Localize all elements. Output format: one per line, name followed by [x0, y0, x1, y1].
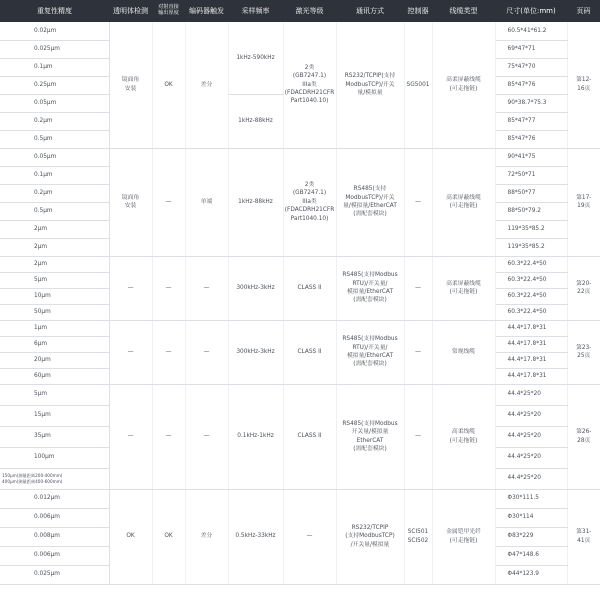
dimension-cell: 44.4*17.8*31 — [495, 320, 567, 336]
laser-class-cell: CLASS II — [283, 256, 336, 320]
dimension-cell: 44.4*25*20 — [495, 405, 567, 426]
dimension-cell: 60.3*22.4*50 — [495, 304, 567, 320]
precision-cell: 0.2μm — [0, 112, 109, 130]
transparent-detection-cell: — — [109, 320, 152, 384]
thickness-output-cell: OK — [152, 22, 185, 148]
header-col-cable: 线缆类型 — [432, 0, 495, 22]
dimension-cell: 44.4*17.8*31 — [495, 368, 567, 384]
encoder-trigger-cell: 差分 — [185, 22, 228, 148]
precision-cell: 5μm — [0, 384, 109, 405]
dimension-cell: 90*41*75 — [495, 148, 567, 166]
laser-class-cell: — — [283, 489, 336, 584]
communication-cell: RS485(支持Modbus 开关量/模拟量 EtherCAT (需配套模块) — [336, 384, 404, 489]
header-col-repeatability: 重复性精度 — [0, 0, 109, 22]
transparent-detection-cell: OK — [109, 489, 152, 584]
precision-cell: 2μm — [0, 238, 109, 256]
transparent-detection-cell: 镜面角 安装 — [109, 22, 152, 148]
dimension-cell: 119*35*85.2 — [495, 238, 567, 256]
header-row — [0, 0, 600, 22]
cable-type-cell: 金属铠甲光纤 (可走拖链) — [432, 489, 495, 584]
page-reference-cell: 第23- 25页 — [567, 320, 600, 384]
header-col-encoder: 编码器触发 — [185, 0, 228, 22]
precision-cell: 0.05μm — [0, 94, 109, 112]
cable-type-cell: 常规线缆 — [432, 320, 495, 384]
precision-cell: 150μm(测量距离200-400mm) 400μm(测量距离400-600mm) — [0, 468, 109, 489]
precision-cell: 0.2μm — [0, 184, 109, 202]
precision-cell: 2μm — [0, 256, 109, 272]
header-col-controller: 控制器 — [404, 0, 432, 22]
sampling-frequency-cell: 0.1kHz-1kHz — [228, 384, 283, 489]
dimension-cell: 85*47*77 — [495, 112, 567, 130]
dimension-cell: 85*47*76 — [495, 76, 567, 94]
header-col-size: 尺寸(单位:mm) — [495, 0, 567, 22]
precision-cell: 0.5μm — [0, 202, 109, 220]
precision-cell: 0.05μm — [0, 148, 109, 166]
sampling-frequency-cell: 1kHz-590kHz — [228, 22, 283, 94]
sampling-frequency-cell: 300kHz-3kHz — [228, 256, 283, 320]
precision-cell: 0.008μm — [0, 527, 109, 546]
controller-cell: — — [404, 320, 432, 384]
dimension-cell: 44.4*25*20 — [495, 468, 567, 489]
header-col-page: 页码 — [567, 0, 600, 22]
precision-cell: 1μm — [0, 320, 109, 336]
table-row — [0, 22, 600, 40]
table-header — [0, 0, 600, 22]
dimension-cell: 85*47*76 — [495, 130, 567, 148]
header-col-sampling: 采样频率 — [228, 0, 283, 22]
precision-cell: 2μm — [0, 220, 109, 238]
transparent-detection-cell: — — [109, 384, 152, 489]
page-reference-cell: 第17- 19页 — [567, 148, 600, 256]
dimension-cell: 60.3*22.4*50 — [495, 288, 567, 304]
thickness-output-cell: — — [152, 148, 185, 256]
header-col-thickness: 对射直接 输出厚度 — [152, 0, 185, 22]
precision-cell: 0.025μm — [0, 565, 109, 584]
controller-cell: — — [404, 148, 432, 256]
encoder-trigger-cell: — — [185, 320, 228, 384]
dimension-cell: 88*50*77 — [495, 184, 567, 202]
communication-cell: RS232/TCPIP (支持ModbusTCP) /开关量/模拟量 — [336, 489, 404, 584]
communication-cell: RS485(支持Modbus RTU)/开关量/ 模拟量/EtherCAT (需配套模块) — [336, 256, 404, 320]
precision-cell: 0.006μm — [0, 546, 109, 565]
transparent-detection-cell: 镜面角 安装 — [109, 148, 152, 256]
header-col-comm: 通讯方式 — [336, 0, 404, 22]
precision-cell: 0.02μm — [0, 22, 109, 40]
controller-cell: SCI501 SCI502 — [404, 489, 432, 584]
dimension-cell: 60.3*22.4*50 — [495, 256, 567, 272]
laser-class-cell: 2类 (GB7247.1) IIIa类 (FDACDRH21CFR Part1040.10) — [283, 22, 336, 148]
dimension-cell: 44.4*17.8*31 — [495, 336, 567, 352]
precision-cell: 0.006μm — [0, 508, 109, 527]
controller-cell: — — [404, 256, 432, 320]
table-body — [0, 22, 600, 584]
precision-cell: 10μm — [0, 288, 109, 304]
precision-cell: 0.012μm — [0, 489, 109, 508]
dimension-cell: 72*50*71 — [495, 166, 567, 184]
sampling-frequency-cell: 300kHz-3kHz — [228, 320, 283, 384]
encoder-trigger-cell: — — [185, 256, 228, 320]
thickness-output-cell: — — [152, 384, 185, 489]
table-row — [0, 320, 600, 336]
precision-cell: 60μm — [0, 368, 109, 384]
transparent-detection-cell: — — [109, 256, 152, 320]
dimension-cell: Φ47*148.6 — [495, 546, 567, 565]
laser-class-cell: 2类 (GB7247.1) IIIa类 (FDACDRH21CFR Part1040.10) — [283, 148, 336, 256]
sampling-frequency-cell: 1kHz-88kHz — [228, 94, 283, 148]
dimension-cell: 69*47*71 — [495, 40, 567, 58]
precision-cell: 15μm — [0, 405, 109, 426]
sampling-frequency-cell: 1kHz-88kHz — [228, 148, 283, 256]
dimension-cell: Φ83*229 — [495, 527, 567, 546]
precision-cell: 0.1μm — [0, 58, 109, 76]
dimension-cell: 44.4*25*20 — [495, 384, 567, 405]
table-row — [0, 148, 600, 166]
laser-class-cell: CLASS II — [283, 384, 336, 489]
precision-cell: 35μm — [0, 426, 109, 447]
laser-class-cell: CLASS II — [283, 320, 336, 384]
cable-type-cell: 高柔屏蔽线缆 (可走拖链) — [432, 256, 495, 320]
precision-cell: 5μm — [0, 272, 109, 288]
dimension-cell: Φ30*111.5 — [495, 489, 567, 508]
dimension-cell: 44.4*17.8*31 — [495, 352, 567, 368]
dimension-cell: 75*47*70 — [495, 58, 567, 76]
encoder-trigger-cell: 差分 — [185, 489, 228, 584]
cable-type-cell: 高柔屏蔽线缆 (可走拖链) — [432, 22, 495, 148]
dimension-cell: Φ30*114 — [495, 508, 567, 527]
page-reference-cell: 第12- 16页 — [567, 22, 600, 148]
precision-cell: 6μm — [0, 336, 109, 352]
page-reference-cell: 第20- 22页 — [567, 256, 600, 320]
controller-cell: — — [404, 384, 432, 489]
cable-type-cell: 高柔屏蔽线缆 (可走拖链) — [432, 148, 495, 256]
thickness-output-cell: — — [152, 320, 185, 384]
header-col-transparent: 透明体检测 — [109, 0, 152, 22]
page-reference-cell: 第31- 41页 — [567, 489, 600, 584]
precision-cell: 0.5μm — [0, 130, 109, 148]
table-row — [0, 256, 600, 272]
thickness-output-cell: OK — [152, 489, 185, 584]
encoder-trigger-cell: — — [185, 384, 228, 489]
dimension-cell: Φ44*123.9 — [495, 565, 567, 584]
cable-type-cell: 高柔线缆 (可走拖链) — [432, 384, 495, 489]
dimension-cell: 119*35*85.2 — [495, 220, 567, 238]
table-row — [0, 489, 600, 508]
controller-cell: SG5001 — [404, 22, 432, 148]
thickness-output-cell: — — [152, 256, 185, 320]
header-col-laser: 激光等级 — [283, 0, 336, 22]
precision-cell: 0.1μm — [0, 166, 109, 184]
encoder-trigger-cell: 单端 — [185, 148, 228, 256]
table-row — [0, 384, 600, 405]
dimension-cell: 44.4*25*20 — [495, 426, 567, 447]
precision-cell: 0.025μm — [0, 40, 109, 58]
precision-cell: 100μm — [0, 447, 109, 468]
communication-cell: RS232/TCPIP(支持 ModbusTCP)/开关 量/模拟量 — [336, 22, 404, 148]
dimension-cell: 88*50*79.2 — [495, 202, 567, 220]
precision-cell: 20μm — [0, 352, 109, 368]
precision-cell: 50μm — [0, 304, 109, 320]
sampling-frequency-cell: 0.5kHz-33kHz — [228, 489, 283, 584]
communication-cell: RS485(支持 ModbusTCP)/开关 量/模拟量/EtherCAT (需配套模块) — [336, 148, 404, 256]
dimension-cell: 60.5*41*61.2 — [495, 22, 567, 40]
page-reference-cell: 第26- 28页 — [567, 384, 600, 489]
communication-cell: RS485(支持Modbus RTU)/开关量/ 模拟量/EtherCAT (需配套模块) — [336, 320, 404, 384]
precision-cell: 0.25μm — [0, 76, 109, 94]
dimension-cell: 44.4*25*20 — [495, 447, 567, 468]
dimension-cell: 60.3*22.4*50 — [495, 272, 567, 288]
dimension-cell: 90*38.7*75.3 — [495, 94, 567, 112]
